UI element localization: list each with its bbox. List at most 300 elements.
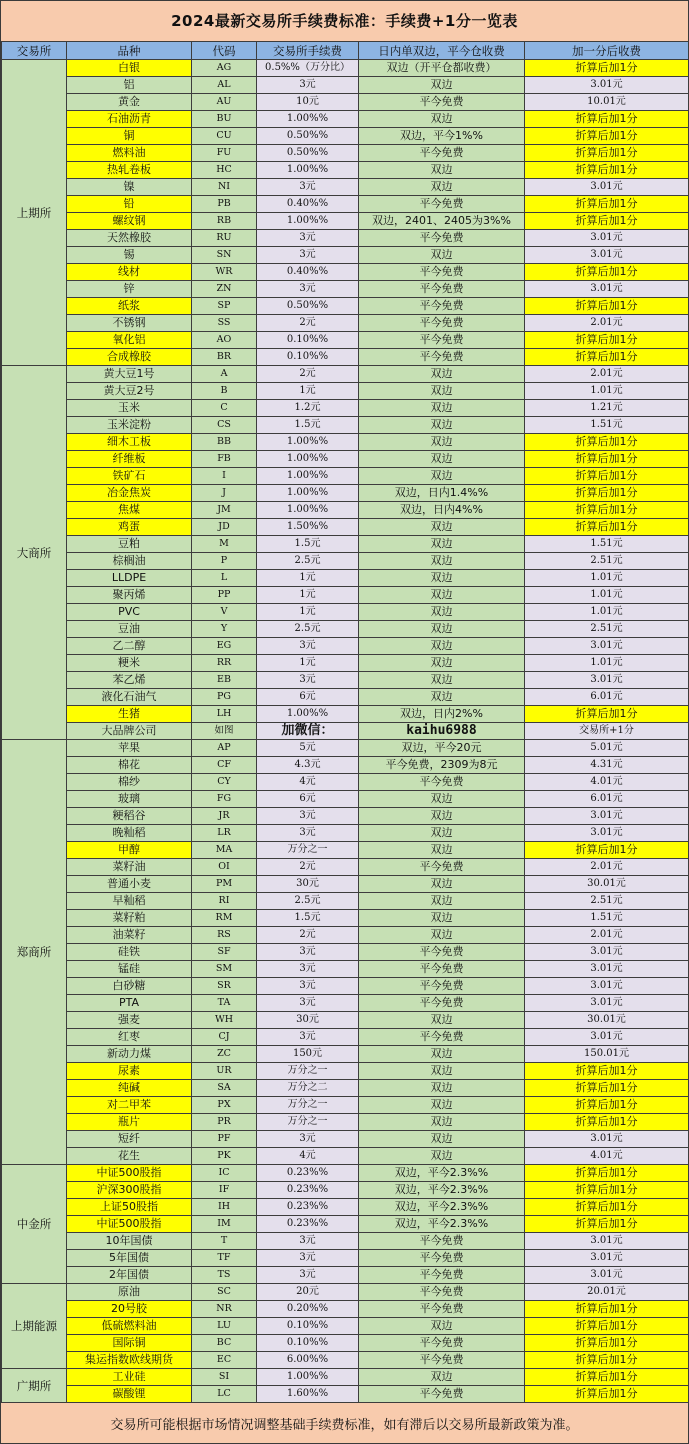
variety-cell: 棉纱 [67,774,192,791]
plus-one-fee-cell: 折算后加1分 [525,111,689,128]
code-cell: OI [192,859,257,876]
exchange-fee-cell: 2.5元 [257,621,359,638]
table-row [2,1131,689,1148]
plus-one-fee-cell: 3.01元 [525,179,689,196]
variety-cell: 黄金 [67,94,192,111]
code-cell: SI [192,1369,257,1386]
table-body [2,60,689,1403]
variety-cell: 热轧卷板 [67,162,192,179]
variety-cell: 锰硅 [67,961,192,978]
table-row [2,689,689,706]
exchange-fee-cell: 0.20%% [257,1301,359,1318]
plus-one-fee-cell: 3.01元 [525,1250,689,1267]
code-cell: PK [192,1148,257,1165]
intraday-rule-cell: 双边 [359,77,525,94]
variety-cell: 乙二醇 [67,638,192,655]
plus-one-fee-cell: 20.01元 [525,1284,689,1301]
plus-one-fee-cell: 30.01元 [525,1012,689,1029]
col-header-code: 代码 [192,42,257,60]
exchange-fee-cell: 0.40%% [257,264,359,281]
exchange-fee-cell: 1.50%% [257,519,359,536]
code-cell: CU [192,128,257,145]
intraday-rule-cell: 双边 [359,876,525,893]
table-row [2,1352,689,1369]
table-row [2,587,689,604]
exchange-fee-cell: 150元 [257,1046,359,1063]
intraday-rule-cell: 平今免费 [359,298,525,315]
variety-cell: PTA [67,995,192,1012]
exchange-fee-cell: 3元 [257,230,359,247]
variety-cell: 棉花 [67,757,192,774]
table-row [2,383,689,400]
variety-cell: 玉米淀粉 [67,417,192,434]
plus-one-fee-cell: 折算后加1分 [525,1301,689,1318]
table-row [2,1148,689,1165]
table-row [2,961,689,978]
exchange-fee-cell: 1.00%% [257,1369,359,1386]
intraday-rule-cell: 双边 [359,893,525,910]
variety-cell: 2年国债 [67,1267,192,1284]
intraday-rule-cell: 平今免费 [359,1352,525,1369]
intraday-rule-cell: 双边 [359,162,525,179]
plus-one-fee-cell: 2.51元 [525,553,689,570]
variety-cell: 玻璃 [67,791,192,808]
code-cell: AL [192,77,257,94]
table-row [2,842,689,859]
intraday-rule-cell: 双边 [359,400,525,417]
variety-cell: 燃料油 [67,145,192,162]
table-row [2,366,689,383]
intraday-rule-cell: 双边 [359,587,525,604]
code-cell: P [192,553,257,570]
intraday-rule-cell: 双边 [359,638,525,655]
code-cell: BC [192,1335,257,1352]
exchange-fee-cell: 1.5元 [257,417,359,434]
code-cell: BB [192,434,257,451]
col-header-exchange: 交易所 [2,42,67,60]
exchange-fee-cell: 0.10%% [257,349,359,366]
code-cell: MA [192,842,257,859]
intraday-rule-cell: 双边 [359,1148,525,1165]
table-row [2,1046,689,1063]
table-row [2,791,689,808]
plus-one-fee-cell: 30.01元 [525,876,689,893]
variety-cell: 豆粕 [67,536,192,553]
intraday-rule-cell: 双边 [359,910,525,927]
table-row [2,1267,689,1284]
intraday-rule-cell: 双边 [359,1097,525,1114]
variety-cell: 甲醇 [67,842,192,859]
plus-one-fee-cell: 3.01元 [525,1267,689,1284]
table-row [2,995,689,1012]
variety-cell: 低硫燃料油 [67,1318,192,1335]
plus-one-fee-cell: 3.01元 [525,1131,689,1148]
plus-one-fee-cell: 10.01元 [525,94,689,111]
variety-cell: 鸡蛋 [67,519,192,536]
code-cell: A [192,366,257,383]
table-row [2,230,689,247]
table-row [2,111,689,128]
exchange-fee-cell: 1.60%% [257,1386,359,1403]
plus-one-fee-cell: 3.01元 [525,944,689,961]
code-cell: M [192,536,257,553]
variety-cell: 石油沥青 [67,111,192,128]
intraday-rule-cell: 平今免费 [359,349,525,366]
plus-one-fee-cell: 2.51元 [525,621,689,638]
code-cell: BR [192,349,257,366]
intraday-rule-cell: 双边 [359,791,525,808]
plus-one-fee-cell: 折算后加1分 [525,485,689,502]
plus-one-fee-cell: 折算后加1分 [525,434,689,451]
table-row [2,944,689,961]
intraday-rule-cell: 平今免费 [359,1335,525,1352]
plus-one-fee-cell: 2.01元 [525,927,689,944]
variety-cell: 油菜籽 [67,927,192,944]
table-row [2,655,689,672]
code-cell: CS [192,417,257,434]
table-row [2,859,689,876]
intraday-rule-cell: 平今免费 [359,1250,525,1267]
plus-one-fee-cell: 折算后加1分 [525,332,689,349]
intraday-rule-cell: 双边 [359,672,525,689]
table-row [2,1012,689,1029]
variety-cell: 玉米 [67,400,192,417]
plus-one-fee-cell: 折算后加1分 [525,451,689,468]
code-cell: PG [192,689,257,706]
code-cell: JM [192,502,257,519]
intraday-rule-cell: 双边 [359,366,525,383]
variety-cell: 铝 [67,77,192,94]
plus-one-fee-cell: 6.01元 [525,689,689,706]
exchange-fee-cell: 0.50%% [257,128,359,145]
code-cell: J [192,485,257,502]
exchange-fee-cell: 万分之一 [257,1097,359,1114]
plus-one-fee-cell: 1.21元 [525,400,689,417]
code-cell: LU [192,1318,257,1335]
exchange-fee-cell: 3元 [257,1250,359,1267]
variety-cell: 铜 [67,128,192,145]
plus-one-fee-cell: 折算后加1分 [525,468,689,485]
intraday-rule-cell: 双边 [359,1080,525,1097]
exchange-fee-cell: 4元 [257,1148,359,1165]
code-cell: T [192,1233,257,1250]
intraday-rule-cell: 平今免费 [359,281,525,298]
exchange-fee-cell: 3元 [257,808,359,825]
plus-one-fee-cell: 折算后加1分 [525,128,689,145]
variety-cell: 原油 [67,1284,192,1301]
variety-cell: 国际铜 [67,1335,192,1352]
code-cell: PP [192,587,257,604]
code-cell: FG [192,791,257,808]
table-row [2,927,689,944]
code-cell: 如图 [192,723,257,740]
plus-one-fee-cell: 2.01元 [525,315,689,332]
table-row [2,672,689,689]
code-cell: RM [192,910,257,927]
code-cell: NI [192,179,257,196]
plus-one-fee-cell: 折算后加1分 [525,842,689,859]
plus-one-fee-cell: 折算后加1分 [525,502,689,519]
plus-one-fee-cell: 4.31元 [525,757,689,774]
code-cell: L [192,570,257,587]
variety-cell: 氧化铝 [67,332,192,349]
intraday-rule-cell: 双边 [359,825,525,842]
table-row [2,1335,689,1352]
code-cell: EB [192,672,257,689]
code-cell: RS [192,927,257,944]
table-row [2,349,689,366]
code-cell: V [192,604,257,621]
code-cell: AP [192,740,257,757]
exchange-fee-cell: 6元 [257,689,359,706]
variety-cell: 液化石油气 [67,689,192,706]
variety-cell: 黄大豆1号 [67,366,192,383]
intraday-rule-cell: 平今免费 [359,1284,525,1301]
exchange-fee-cell: 2元 [257,927,359,944]
code-cell: WR [192,264,257,281]
variety-cell: 碳酸锂 [67,1386,192,1403]
exchange-fee-cell: 1.5元 [257,910,359,927]
table-row [2,196,689,213]
table-row [2,893,689,910]
exchange-cell: 中金所 [2,1165,67,1284]
code-cell: JR [192,808,257,825]
plus-one-fee-cell: 150.01元 [525,1046,689,1063]
table-row [2,485,689,502]
variety-cell: 新动力煤 [67,1046,192,1063]
variety-cell: 黄大豆2号 [67,383,192,400]
table-row [2,723,689,740]
variety-cell: 沪深300股指 [67,1182,192,1199]
plus-one-fee-cell: 3.01元 [525,247,689,264]
variety-cell: 苹果 [67,740,192,757]
exchange-fee-cell: 10元 [257,94,359,111]
code-cell: SF [192,944,257,961]
plus-one-fee-cell: 折算后加1分 [525,145,689,162]
plus-one-fee-cell: 折算后加1分 [525,298,689,315]
code-cell: IF [192,1182,257,1199]
variety-cell: 线材 [67,264,192,281]
exchange-fee-cell: 1.00%% [257,485,359,502]
plus-one-fee-cell: 折算后加1分 [525,162,689,179]
exchange-fee-cell: 1.00%% [257,111,359,128]
table-row [2,281,689,298]
exchange-fee-cell: 0.10%% [257,1335,359,1352]
exchange-fee-cell: 万分之二 [257,1080,359,1097]
table-row [2,978,689,995]
variety-cell: 冶金焦炭 [67,485,192,502]
intraday-rule-cell: 双边 [359,1131,525,1148]
exchange-cell: 上期能源 [2,1284,67,1369]
exchange-fee-cell: 1元 [257,655,359,672]
code-cell: PX [192,1097,257,1114]
intraday-rule-cell: 平今免费 [359,774,525,791]
plus-one-fee-cell: 3.01元 [525,230,689,247]
table-row [2,60,689,77]
plus-one-fee-cell: 1.01元 [525,570,689,587]
exchange-fee-cell: 3元 [257,1029,359,1046]
plus-one-fee-cell: 6.01元 [525,791,689,808]
exchange-fee-cell: 4元 [257,774,359,791]
exchange-fee-cell: 3元 [257,1233,359,1250]
plus-one-fee-cell: 折算后加1分 [525,706,689,723]
variety-cell: 花生 [67,1148,192,1165]
intraday-rule-cell: 双边 [359,655,525,672]
intraday-rule-cell: 双边 [359,519,525,536]
intraday-rule-cell: 双边，日内4%% [359,502,525,519]
variety-cell: 硅铁 [67,944,192,961]
variety-cell: 白砂糖 [67,978,192,995]
exchange-fee-cell: 30元 [257,1012,359,1029]
code-cell: RB [192,213,257,230]
variety-cell: LLDPE [67,570,192,587]
variety-cell: 粳稻谷 [67,808,192,825]
plus-one-fee-cell: 3.01元 [525,825,689,842]
variety-cell: 生猪 [67,706,192,723]
exchange-fee-cell: 2.5元 [257,893,359,910]
code-cell: SM [192,961,257,978]
variety-cell: 早籼稻 [67,893,192,910]
variety-cell: 合成橡胶 [67,349,192,366]
intraday-rule-cell: 双边 [359,1318,525,1335]
plus-one-fee-cell: 2.51元 [525,893,689,910]
intraday-rule-cell: 双边，平今2.3%% [359,1182,525,1199]
footer-note: 交易所可能根据市场情况调整基础手续费标准，如有滞后以交易所最新政策为准。 [1,1408,688,1443]
col-header-intraday-rule: 日内单双边，平今仓收费 [359,42,525,60]
table-row [2,1250,689,1267]
plus-one-fee-cell: 5.01元 [525,740,689,757]
table-row [2,1386,689,1403]
table-row [2,145,689,162]
variety-cell: 棕榈油 [67,553,192,570]
col-header-exchange-fee: 交易所手续费 [257,42,359,60]
code-cell: FU [192,145,257,162]
variety-cell: 纤维板 [67,451,192,468]
plus-one-fee-cell: 3.01元 [525,995,689,1012]
table-row [2,1301,689,1318]
col-header-plus-one-fee: 加一分后收费 [525,42,689,60]
code-cell: FB [192,451,257,468]
code-cell: IM [192,1216,257,1233]
exchange-fee-cell: 3元 [257,961,359,978]
intraday-rule-cell: 平今免费 [359,230,525,247]
exchange-fee-cell: 1元 [257,383,359,400]
code-cell: SS [192,315,257,332]
table-row [2,162,689,179]
table-row [2,621,689,638]
intraday-rule-cell: 平今免费 [359,978,525,995]
table-header-row [2,42,689,60]
exchange-fee-cell: 3元 [257,1267,359,1284]
exchange-fee-cell: 6元 [257,791,359,808]
plus-one-fee-cell: 3.01元 [525,961,689,978]
code-cell: I [192,468,257,485]
code-cell: SR [192,978,257,995]
intraday-rule-cell: 平今免费 [359,1301,525,1318]
intraday-rule-cell: 双边 [359,604,525,621]
plus-one-fee-cell: 2.01元 [525,859,689,876]
variety-cell: 细木工板 [67,434,192,451]
code-cell: CF [192,757,257,774]
variety-cell: 红枣 [67,1029,192,1046]
intraday-rule-cell: 平今免费 [359,264,525,281]
code-cell: AU [192,94,257,111]
plus-one-fee-cell: 3.01元 [525,77,689,94]
exchange-fee-cell: 0.23%% [257,1216,359,1233]
code-cell: IH [192,1199,257,1216]
code-cell: TA [192,995,257,1012]
variety-cell: 螺纹钢 [67,213,192,230]
table-row [2,128,689,145]
exchange-fee-cell: 6.00%% [257,1352,359,1369]
plus-one-fee-cell: 折算后加1分 [525,349,689,366]
plus-one-fee-cell: 折算后加1分 [525,1063,689,1080]
plus-one-fee-cell: 折算后加1分 [525,1182,689,1199]
variety-cell: 强麦 [67,1012,192,1029]
table-row [2,808,689,825]
exchange-fee-cell: 3元 [257,638,359,655]
intraday-rule-cell: 双边，平今2.3%% [359,1216,525,1233]
variety-cell: 天然橡胶 [67,230,192,247]
intraday-rule-cell: 双边 [359,434,525,451]
intraday-rule-cell: 平今免费 [359,196,525,213]
table-row [2,213,689,230]
variety-cell: PVC [67,604,192,621]
exchange-fee-cell: 1.2元 [257,400,359,417]
intraday-rule-cell: 双边 [359,111,525,128]
plus-one-fee-cell: 2.01元 [525,366,689,383]
exchange-fee-cell: 3元 [257,944,359,961]
table-row [2,315,689,332]
col-header-variety: 品种 [67,42,192,60]
plus-one-fee-cell: 折算后加1分 [525,1080,689,1097]
table-row [2,1318,689,1335]
table-row [2,876,689,893]
variety-cell: 大品牌公司 [67,723,192,740]
intraday-rule-cell: 双边 [359,1063,525,1080]
table-row [2,1114,689,1131]
table-row [2,740,689,757]
intraday-rule-cell: 平今免费，2309为8元 [359,757,525,774]
intraday-rule-cell: 双边 [359,689,525,706]
code-cell: BU [192,111,257,128]
exchange-cell: 广期所 [2,1369,67,1403]
plus-one-fee-cell: 折算后加1分 [525,1318,689,1335]
table-row [2,1080,689,1097]
plus-one-fee-cell: 折算后加1分 [525,264,689,281]
table-row [2,774,689,791]
variety-cell: 聚丙烯 [67,587,192,604]
variety-cell: 铁矿石 [67,468,192,485]
variety-cell: 菜籽油 [67,859,192,876]
variety-cell: 瓶片 [67,1114,192,1131]
code-cell: SP [192,298,257,315]
code-cell: CJ [192,1029,257,1046]
variety-cell: 白银 [67,60,192,77]
intraday-rule-cell: 双边 [359,1114,525,1131]
table-row [2,1165,689,1182]
variety-cell: 10年国债 [67,1233,192,1250]
exchange-fee-cell: 3元 [257,179,359,196]
table-row [2,94,689,111]
variety-cell: 粳米 [67,655,192,672]
intraday-rule-cell: 平今免费 [359,315,525,332]
plus-one-fee-cell: 1.01元 [525,655,689,672]
code-cell: LC [192,1386,257,1403]
code-cell: TF [192,1250,257,1267]
plus-one-fee-cell: 1.51元 [525,417,689,434]
code-cell: SN [192,247,257,264]
